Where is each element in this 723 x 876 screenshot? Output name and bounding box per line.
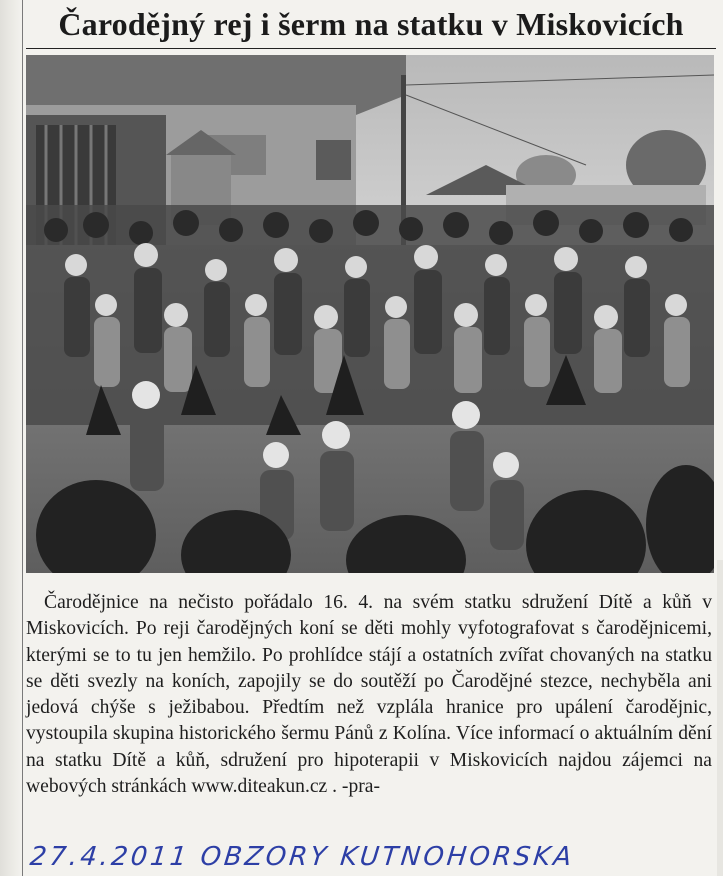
date-source-stamp: 27.4.2011 OBZORY KUTNOHORSKA <box>28 842 576 872</box>
article-body: Čarodějnice na nečisto pořádalo 16. 4. na svém statku sdružení Dítě a kůň v Miskovicích. Po reji čarodějných koní se děti mohly vyfotografovat s čarodějnicemi, kterými se to tu jen hemžilo. Po prohlídce stájí a ostatních zvířat chovaných na statku se děti svezly na koních, zapojily se do soutěží po Čarodějné stezce, nechyběla ani jedová chýše s ježibabou. Předtím než vzplála hranice pro upálení čarodějnic, vystoupila skupina historického šermu Pánů z Kolína. Více informací o aktuálním dění na statku Dítě a kůň, sdružení pro hipoterapii v Miskovicích najdou zájemci na webových stránkách www.diteakun.cz . -pra- <box>26 592 712 798</box>
headline-rule <box>26 48 716 49</box>
scan-right-margin <box>717 560 723 876</box>
column-rule-left <box>22 0 23 876</box>
article-headline: Čarodějný rej i šerm na statku v Miskovicích <box>58 6 684 42</box>
scan-left-margin <box>0 0 22 876</box>
crowd-photo-illustration <box>26 55 714 573</box>
article-photo <box>26 55 714 573</box>
